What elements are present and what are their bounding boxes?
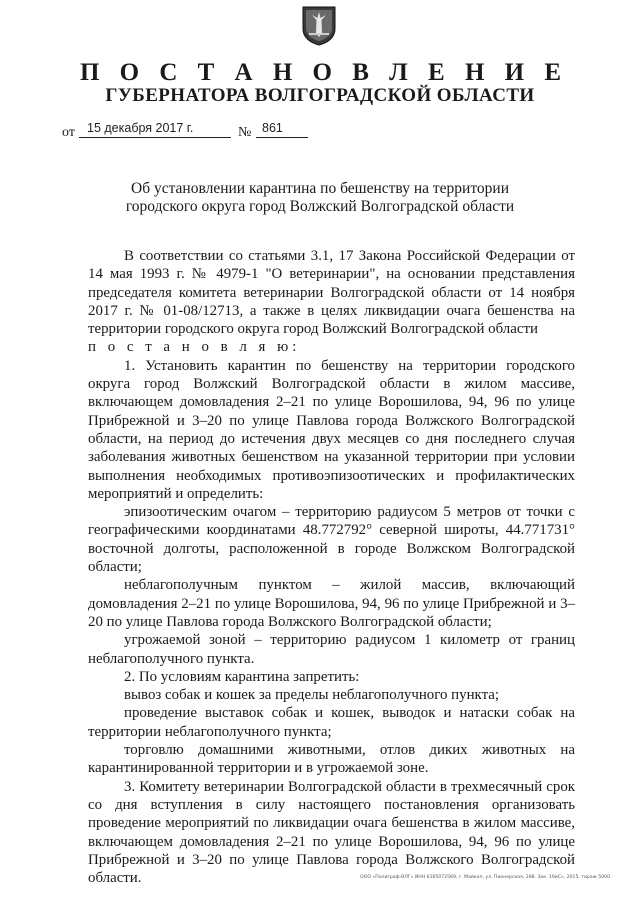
item-2-exhibitions: проведение выставок собак и кошек, выводок и натаски собак на территории неблагополучного пункта; xyxy=(88,705,575,740)
item-1-focus: эпизоотическим очагом – территорию радиусом 5 метров от точки с географическими координатами 48.772792° северной широты, 44.771731° восточной долготы, расположенной в городе Волжском Волгоградской области; xyxy=(88,504,575,576)
item-2-trade: торговлю домашними животными, отлов диких животных на карантинированной территории и в угрожаемой зоне. xyxy=(88,742,575,777)
document-body xyxy=(88,247,575,887)
print-info: ООО «Полиграф-ВЛГ» ИНН 6165072569, г. Майкоп, ул. Пионерская, 288. Зак. 19иС», 2015, тираж 5000 xyxy=(360,875,610,880)
intro-paragraph: В соответствии со статьями 3.1, 17 Закона Российской Федерации от 14 мая 1993 г. № 4979-1 "О ветеринарии", на основании представления председателя комитета ветеринарии Волгоградской области от 14 ноября 2017 г. № 01-08/12713, а также в целях ликвидации очага бешенства на территории городского округа город Волжский Волгоградской области xyxy=(88,248,575,338)
item-1-point: неблагополучным пунктом – жилой массив, включающий домовладения 2–21 по улице Ворошилова, 94, 96 по улице Прибрежной и 3–20 по улице Павлова города Волжского Волгоградской области; xyxy=(88,577,575,630)
document-subtitle: ГУБЕРНАТОРА ВОЛГОГРАДСКОЙ ОБЛАСТИ xyxy=(105,85,535,106)
item-1-zone: угрожаемой зоной – территорию радиусом 1 километр от границ неблагополучного пункта. xyxy=(88,632,575,667)
item-2-export: вывоз собак и кошек за пределы неблагополучного пункта; xyxy=(124,687,500,704)
document-title: П О С Т А Н О В Л Е Н И Е xyxy=(79,59,569,86)
subject-line-1: Об установлении карантина по бешенству на территории xyxy=(131,180,509,197)
date-value: 15 декабря 2017 г. xyxy=(79,120,231,138)
item-2: 2. По условиям карантина запретить: xyxy=(124,668,360,685)
item-1: 1. Установить карантин по бешенству на территории городского округа город Волжский Волгоградской области в жилом массиве, включающем домовладения 2–21 по улице Ворошилова, 94, 96 по улице Прибрежной и 3–20 по улице Павлова города Волжского Волгоградской области, на период до истечения двух месяцев со дня последнего случая заболевания животных бешенством на указанной территории при условии выполнения необходимых противоэпизоотических и профилактических мероприятий и определить: xyxy=(88,357,575,502)
number-value: 861 xyxy=(256,120,308,138)
number-label: № xyxy=(238,125,252,140)
item-3: 3. Комитету ветеринарии Волгоградской области в трехмесячный срок со дня вступления в силу настоящего постановления организовать проведение мероприятий по ликвидации очага бешенства в жилом массиве, включающем домовладения 2–21 по улице Ворошилова, 94, 96 по улице Прибрежной и 3–20 по улице Павлова города Волжского Волгоградской области. xyxy=(88,778,575,887)
document-subject xyxy=(0,180,640,216)
date-label: от xyxy=(62,125,75,140)
coat-of-arms-icon xyxy=(302,6,336,46)
decree-word: п о с т а н о в л я ю: xyxy=(88,339,301,356)
subject-line-2: городского округа город Волжский Волгоградской области xyxy=(125,198,515,215)
